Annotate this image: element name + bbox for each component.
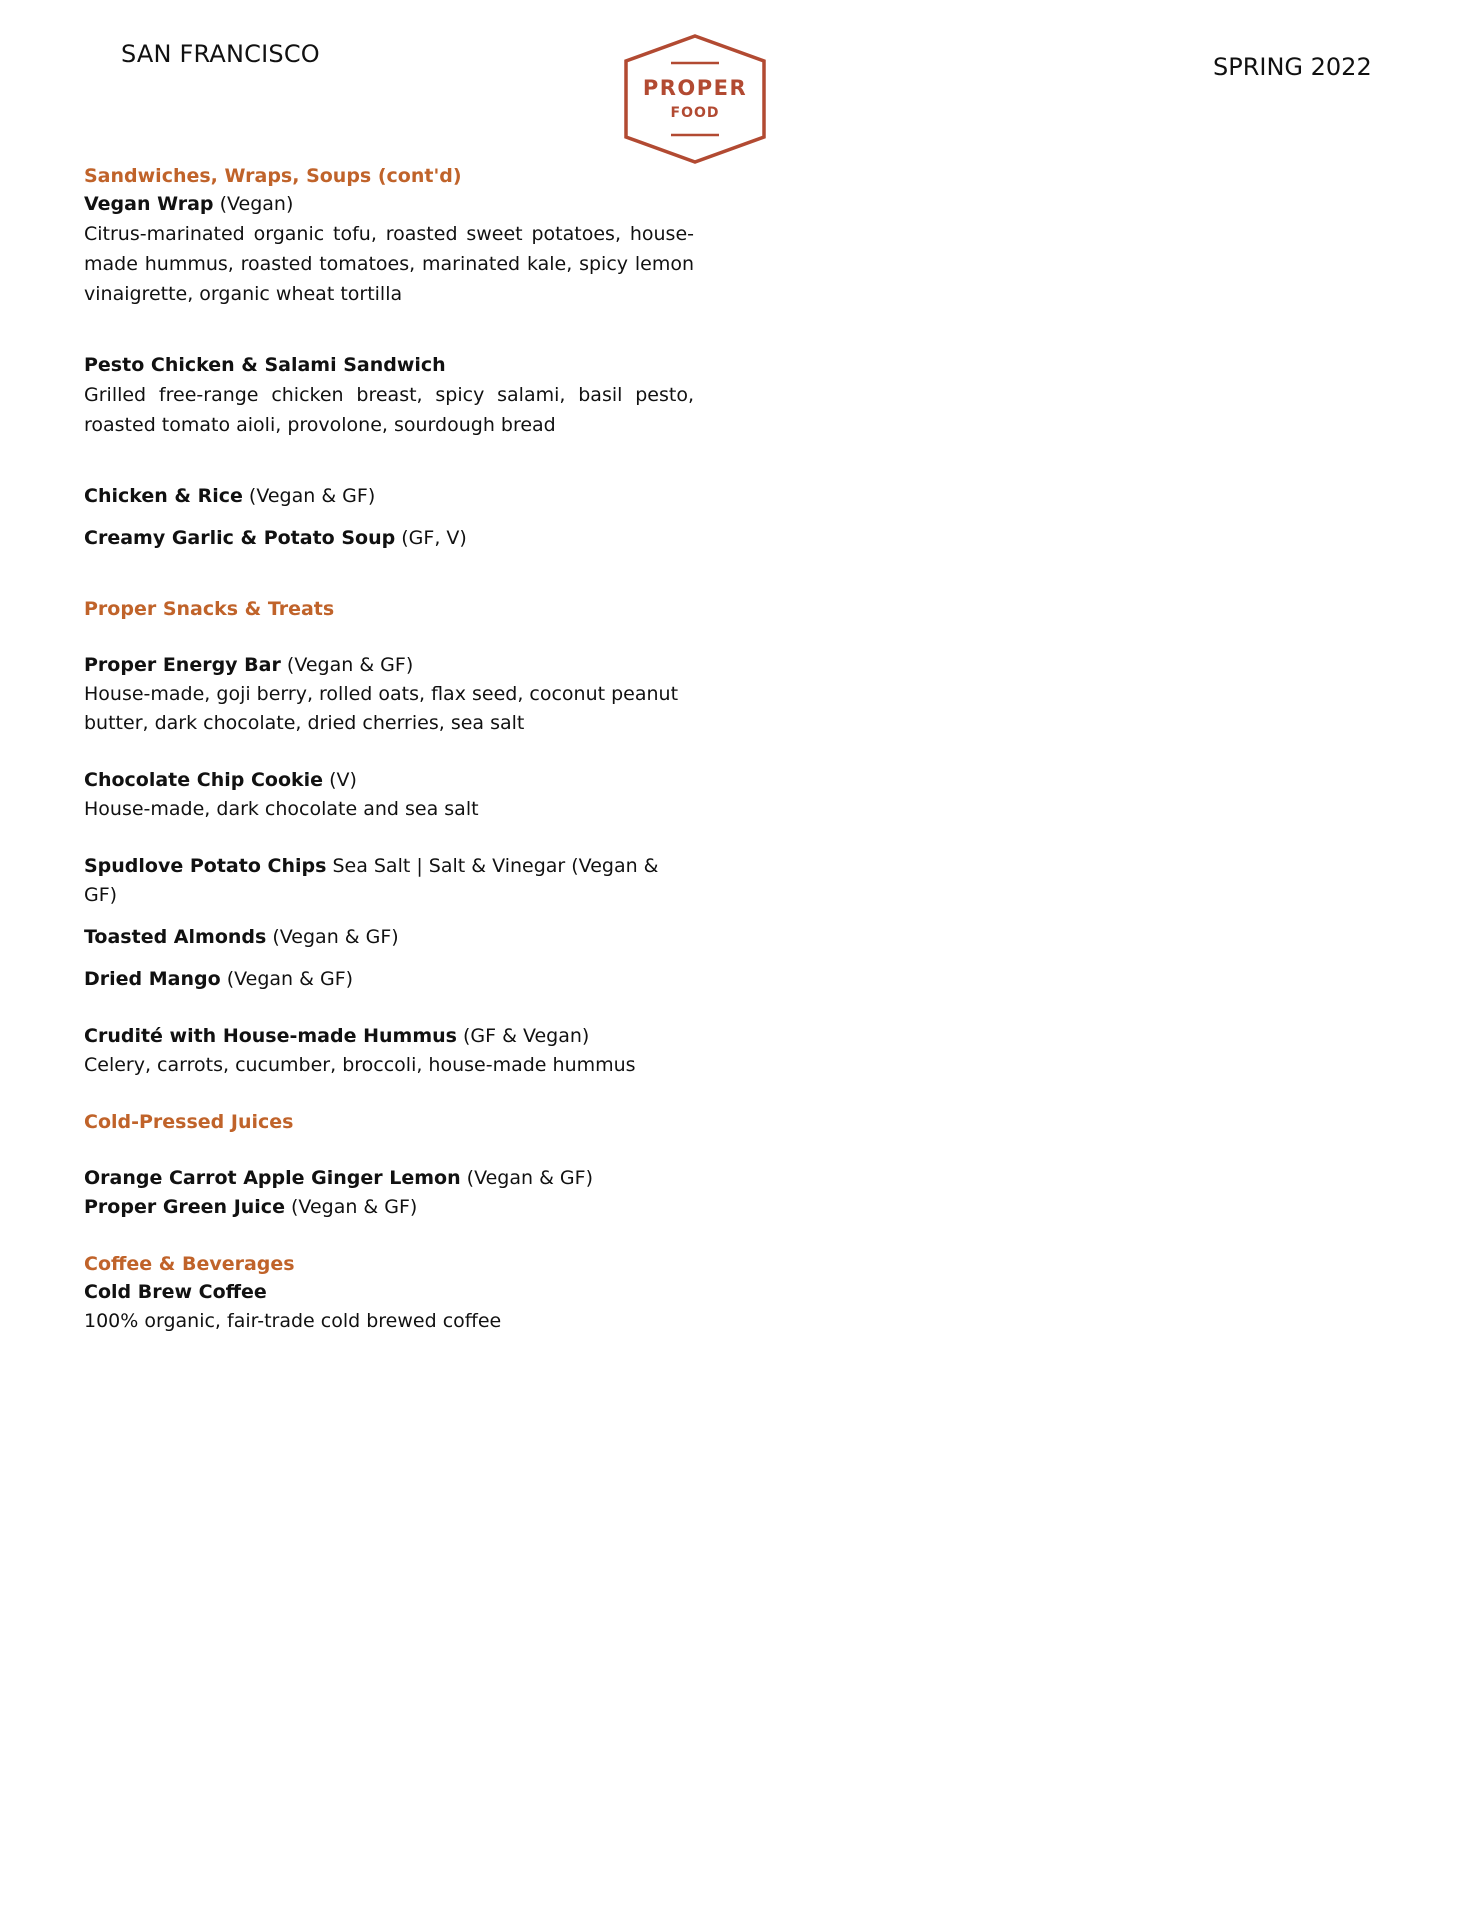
item-name: Crudité with House-made Hummus <box>84 1025 457 1047</box>
menu-item-dried-mango <box>84 965 694 994</box>
menu-item-crudite <box>84 1022 694 1051</box>
section-title-juices: Cold-Pressed Juices <box>84 1111 294 1133</box>
item-description: Grilled free-range chicken breast, spicy salami, basil pesto, roasted tomato aioli, provolone, sourdough bread <box>84 384 694 436</box>
menu-item-green-juice <box>84 1193 694 1222</box>
menu-item-vegan-wrap <box>84 190 694 219</box>
item-name: Cold Brew Coffee <box>84 1281 267 1303</box>
season-label: SPRING 2022 <box>1213 53 1372 81</box>
item-description: Celery, carrots, cucumber, broccoli, house-made hummus <box>84 1054 636 1076</box>
logo-text-food: FOOD <box>670 105 720 121</box>
proper-food-logo <box>623 33 767 165</box>
section-title-snacks: Proper Snacks & Treats <box>84 598 335 620</box>
section-title-sandwiches: Sandwiches, Wraps, Soups (cont'd) <box>84 165 462 187</box>
menu-item-energy-bar <box>84 651 694 680</box>
menu-item-chicken-rice <box>84 482 694 511</box>
menu-item-cold-brew <box>84 1278 694 1307</box>
item-name: Proper Energy Bar <box>84 654 281 676</box>
logo-text-proper: PROPER <box>642 76 748 100</box>
item-tag: (Vegan & GF) <box>466 1167 594 1189</box>
item-description: Citrus-marinated organic tofu, roasted sweet potatoes, house-made hummus, roasted tomatoes, marinated kale, spicy lemon vinaigrette, organic wheat tortilla <box>84 223 694 305</box>
item-name: Spudlove Potato Chips <box>84 855 327 877</box>
item-tag: (Vegan & GF) <box>291 1196 418 1218</box>
menu-item-cookie <box>84 766 694 795</box>
menu-item-potato-chips <box>84 852 694 910</box>
item-tag: (Vegan & GF) <box>272 926 399 948</box>
item-name: Chicken & Rice <box>84 485 243 507</box>
item-description: House-made, goji berry, rolled oats, flax seed, coconut peanut butter, dark chocolate, dried cherries, sea salt <box>84 683 679 734</box>
menu-item-garlic-potato-soup <box>84 524 694 553</box>
item-name: Chocolate Chip Cookie <box>84 769 324 791</box>
item-tag: (GF, V) <box>401 527 467 549</box>
item-name: Pesto Chicken & Salami Sandwich <box>84 354 446 376</box>
menu-item-almonds <box>84 923 694 952</box>
item-name: Dried Mango <box>84 968 221 990</box>
item-name: Proper Green Juice <box>84 1196 285 1218</box>
section-title-coffee: Coffee & Beverages <box>84 1253 295 1275</box>
item-name: Orange Carrot Apple Ginger Lemon <box>84 1167 461 1189</box>
item-tag: (Vegan & GF) <box>286 654 414 676</box>
item-name: Creamy Garlic & Potato Soup <box>84 527 396 549</box>
item-name: Toasted Almonds <box>84 926 267 948</box>
menu-item-orange-carrot-juice <box>84 1164 694 1193</box>
location-label: SAN FRANCISCO <box>121 40 320 68</box>
item-description: 100% organic, fair-trade cold brewed coffee <box>84 1310 502 1332</box>
menu-item-pesto-chicken <box>84 351 694 380</box>
item-tag: (Vegan) <box>219 193 294 215</box>
menu-content <box>84 162 694 1336</box>
item-tag: (Vegan & GF) <box>248 485 376 507</box>
item-name: Vegan Wrap <box>84 193 214 215</box>
item-tag: (GF & Vegan) <box>463 1025 590 1047</box>
item-tag: (Vegan & GF) <box>226 968 354 990</box>
item-tag: (V) <box>329 769 357 791</box>
item-description: House-made, dark chocolate and sea salt <box>84 798 479 820</box>
item-tag: Sea Salt | Salt & Vinegar (Vegan & GF) <box>84 855 659 906</box>
